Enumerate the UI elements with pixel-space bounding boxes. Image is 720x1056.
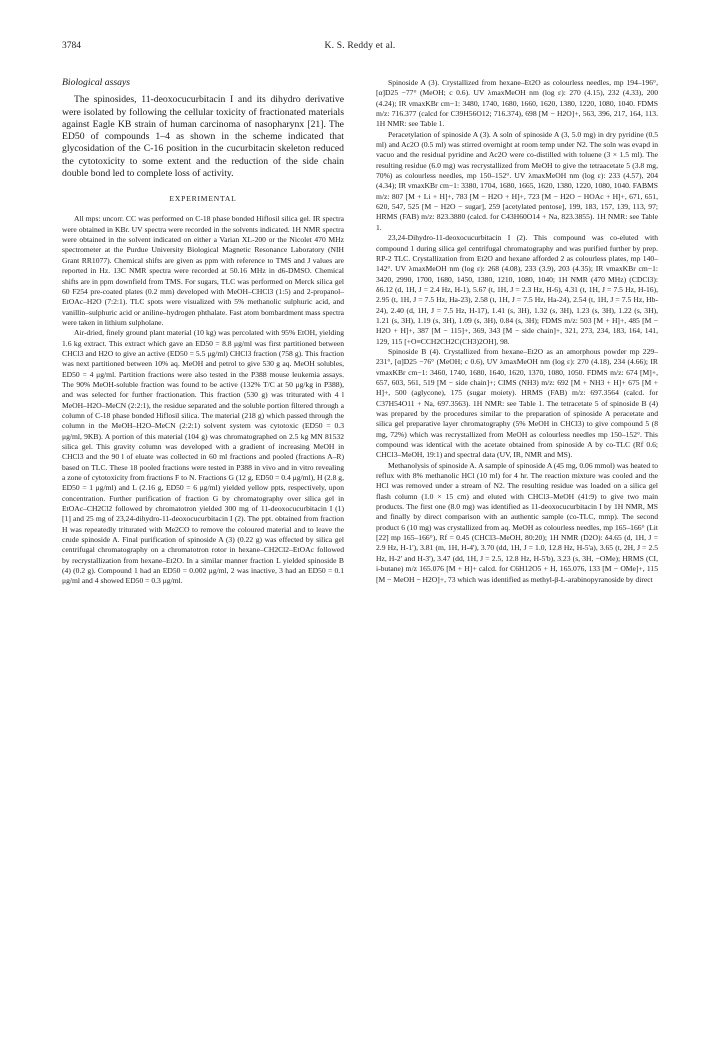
paragraph-peracetylation: Peracetylation of spinoside A (3). A soln of spinoside A (3, 5.0 mg) in dry pyridine (0.5 ml) and Ac2O (0.5 ml) was stirred overnight at room temp under N2. The soln was evapd in vacuo and the residual pyridine and Ac2O were co-distilled with toluene (3 × 1.5 ml). The resulting residue (6.0 mg) was recrystallized from MeOH to give the tetraacetate 5 (3.8 mg, 70%) as colourless needles, mp 150–152°. UV λmaxMeOH nm (log ε): 233 (4.57), 204 (4.34); IR νmaxKBr cm−1: 3380, 1704, 1680, 1665, 1620, 1380, 1220, 1080, 1040. FABMS m/z: 807 [M + Li + H]+, 783 [M − H2O + H]+, 723 [M − H2O − HOAc + H]+, 671, 651, 620, 547, 525 [M − H2O − sugar], 259 [acetylated pentose], 199, 183, 157, 139, 113, 97; HRMS (FAB) m/z: 823.3880 (calcd. for C43H60O14 + Na, 823.3855). 1H NMR: see Table 1. (376, 129, 658, 232)
paragraph-methanolysis: Methanolysis of spinoside A. A sample of spinoside A (45 mg, 0.06 mmol) was heated to reflux with 8% methanolic HCl (10 ml) for 4 hr. The reaction mixture was cooled and the HCl was removed under a stream of N2. The resulting residue was loaded on a silica gel flash column (1.0 × 15 cm) and eluted with CHCl3–MeOH (41:9) to give two main products. The first one (8.0 mg) was identified as 11-deoxocucurbitacin I by 1H NMR, MS and finally by direct comparison with an authentic sample (co-TLC, mmp). The second product 6 (10 mg) was crystallized from aq. MeOH as colourless needles, mp 165–166° (Lit [22] mp 165–166°), Rf = 0.45 (CHCl3–MeOH, 80:20); 1H NMR (D2O): δ4.65 (d, 1H, J = 2.9 Hz, H-1'), 3.81 (m, 1H, H-4'), 3.70 (dd, 1H, J = 1.0, 12.8 Hz, H-5'a), 3.65 (t, 2H, J = 2.5 Hz, H-2' and H-3'), 3.47 (dd, 1H, J = 2.5, 12.8 Hz, H-5'b), 3.23 (s, 3H, −OMe); HRMS (CI, i-butane) m/z 165.076 [M + H]+ calcd. for C6H12O5 + H, 165.076, 133 [M − OMe]+, 115 [M − MeOH − H2O]+, 73 which was identified as methyl-β-L-arabinopyranoside by direct (376, 460, 658, 584)
page-number: 3784 (62, 41, 81, 51)
section-heading-experimental: EXPERIMENTAL (169, 194, 237, 204)
paragraph-dihydro-compound: 23,24-Dihydro-11-deoxocucurbitacin I (2). This compound was co-eluted with compound 1 during silica gel centrifugal chromatography and was purified further by prep. RP-2 TLC. Crystallization from Et2O and hexane afforded 2 as colourless plates, mp 140–142°. UV λmaxMeOH nm (log ε): 268 (4.08), 233 (3.9), 203 (4.35); IR νmaxKBr cm−1: 3420, 2990, 1700, 1680, 1450, 1380, 1210, 1080, 1040; 1H NMR (470 MHz) (CDCl3): δ6.12 (d, 1H, J = 2.4 Hz, H-1), 5.67 (t, 1H, J = 2.3 Hz, H-6), 4.31 (t, 1H, J = 7.5 Hz, H-16), 2.95 (t, 1H, J = 7.5 Hz, Ha-23), 2.58 (t, 1H, J = 7.5 Hz, Ha-24), 2.54 (t, 1H, J = 7.5 Hz, Hb-24), 2.40 (d, 1H, J = 7.5 Hz, H-17), 1.41 (s, 3H), 1.32 (s, 3H), 1.23 (s, 3H), 1.22 (s, 3H), 1.21 (s, 3H), 1.19 (s, 3H), 1.09 (s, 3H), 0.84 (s, 3H); FDMS m/z: 503 [M + H]+, 485 [M − H2O + H]+, 387 [M − 115]+, 369, 343 [M − side chain]+, 321, 273, 234, 183, 164, 141, 129, 115 [+O≡CCH2CH2C(CH3)2OH], 98. (376, 233, 658, 346)
running-title: K. S. Reddy et al. (324, 41, 396, 51)
experimental-paragraph-general: All mps: uncorr. CC was performed on C-18 phase bonded Hiflosil silica gel. IR spectra were obtained in KBr. UV spectra were recorded in the solvents indicated. 1H NMR spectra were obtained in the solvent indicated on either a Varian XL-200 or the Nicolet 470 MHz spectrometer at the Purdue University Biological Magnetic Resonance Laboratory (NIH Grant RR1077). Chemical shifts are given as ppm with reference to TMS and J values are reported in Hz. 13C NMR spectra were recorded at 50.16 MHz in d6-DMSO. Chemical shifts are in ppm downfield from TMS. For sugars, TLC was performed on Merck silica gel 60 F254 pre-coated plates (0.2 mm) developed with MeOH–CHCl3 (1:5) and 2-propanol–EtOAc–H2O (7:2:1). TLC spots were visualized with 5% methanolic sulphuric acid, and vanillin–sulphuric acid or aniline–hydrogen phthalate. Fast atom bombardment mass spectra were taken in lithium sulpholane. (62, 214, 344, 327)
biological-assays-paragraph: The spinosides, 11-deoxocucurbitacin I and its dihydro derivative were isolated by following the cellular toxicity of fractionated materials against Eagle KB strain of human carcinoma of nasopharynx [21]. The ED50 of compounds 1–4 as shown in the scheme indicated that glycosidation of the C-16 position in the cucurbitacin skeleton reduced the cytotoxicity to some extent and the reduction of the side chain double bond led to complete loss of activity. (62, 94, 344, 179)
section-title-biological-assays: Biological assays (62, 77, 131, 88)
left-column (62, 78, 344, 587)
experimental-paragraph-isolation: Air-dried, finely ground plant material (10 kg) was percolated with 95% EtOH, yielding 1.6 kg extract. This extract which gave an ED50 = 8.8 μg/ml was first partitioned between CHCl3 and H2O to give an active (ED50 = 5.5 μg/ml) CHCl3 fraction (758 g). This fraction was next partitioned between 10% aq. MeOH and petrol to give 530 g aq. MeOH solubles, ED50 = 4 μg/ml. Partition fractions were also tested in the P388 mouse leukemia assays. The 90% MeOH-soluble fraction was found to be active (132% T/C at 50 μg/kg in P388), and was selected for further fractionation. This fraction (530 g) was triturated with 4 l MeOH–H2O–MeCN (2:2:1), the residue separated and the soluble portion filtered through a column of C-18 phase bonded Hiflosil silica. The material (218 g) which passed through the column in the MeOH–H2O–MeCN (2:2:1) solvent system was cytotoxic (ED50 = 0.3 μg/ml, 9KB). A portion of this material (104 g) was chromatographed on 2.5 kg MN 81532 silica gel. This gravity column was developed with a gradient of increasing MeOH in CHCl3 and the 90 l of eluate was collected in 60 ml fractions and pooled (fractions A–R) based on TLC. These 18 pooled fractions were tested in P388 in vivo and in vitro revealing a zone of cytotoxicity from fractions F to N. Fractions G (12 g, ED50 = 0.4 μg/ml), H (2.8 g, ED50 = 1 μg/ml) and L (2.16 g, ED50 = 6 μg/ml) yielded yellow ppts, respectively, upon concentration. Further purification of fraction G by chromatography over silica gel in EtOAc–CH2Cl2 followed by chromatotron yielded 300 mg of 11-deoxocucurbitacin I (1) [1] and 25 mg of 23,24-dihydro-11-deoxocucurbitacin I (2). The ppt. obtained from fraction H was repeatedly triturated with Me2CO to remove the coloured material and to leave the crude spinoside A. Final purification of spinoside A (3) (0.22 g) was effected by silica gel centrifugal chromatography on a chromatotron rotor in hexane–CH2Cl2–EtOAc followed by recrystallization from hexane–Et2O. In a similar manner fraction L yielded spinoside B (4) (0.2 g). Compound 1 had an ED50 = 0.002 μg/ml, 2 was inactive, 3 had an ED50 = 0.1 μg/ml and 4 showed ED50 = 0.3 μg/ml. (62, 328, 344, 586)
paragraph-spinoside-a: Spinoside A (3). Crystallized from hexane–Et2O as colourless needles, mp 194–196°, [α]D25 −77° (MeOH; c 0.6). UV λmaxMeOH nm (log ε): 270 (4.15), 232 (4.33), 200 (4.24); IR νmaxKBr cm−1: 3480, 1740, 1680, 1660, 1620, 1380, 1220, 1080, 1040. FDMS m/z: 716.377 (calcd for C39H56O12; 716.374), 698 [M − H2O]+, 563, 396, 217, 164, 113. 1H NMR: see Table 1. (376, 78, 658, 129)
running-head (62, 41, 658, 55)
right-column (376, 78, 658, 585)
paragraph-spinoside-b: Spinoside B (4). Crystallized from hexane–Et2O as an amorphous powder mp 229–231°, [α]D25 −76° (MeOH; c 0.6), UV λmaxMeOH nm (log ε): 270 (4.18), 234 (4.66); IR νmaxKBr cm−1: 3460, 1740, 1680, 1640, 1620, 1370, 1080, 1050. FDMS m/z: 674 [M]+, 657, 603, 561, 519 [M − side chain]+; CIMS (NH3) m/z: 692 [M + NH3 + H]+ 675 [M + H]+, 500 (aglycone), 175 (sugar moiety). HRMS (FAB) m/z: 697.3564 (calcd. for C37H54O11 + Na, 697.3563). 1H NMR: see Table 1. The tetracetate 5 of spinoside B (4) was prepared by the procedures similar to the preparation of spinoside A peracetate and silica gel preparative layer chromatography (5% MeOH in CHCl3) to give compound 5 (8 mg, 72%) which was recrystallized from MeOH as colourless needles mp 150–152°. This compound was identical with the acetate obtained from spinoside A by co-TLC (Rf 0.6; CHCl3–MeOH, 19:1) and spectral data (UV, IR, NMR and MS). (376, 346, 658, 460)
